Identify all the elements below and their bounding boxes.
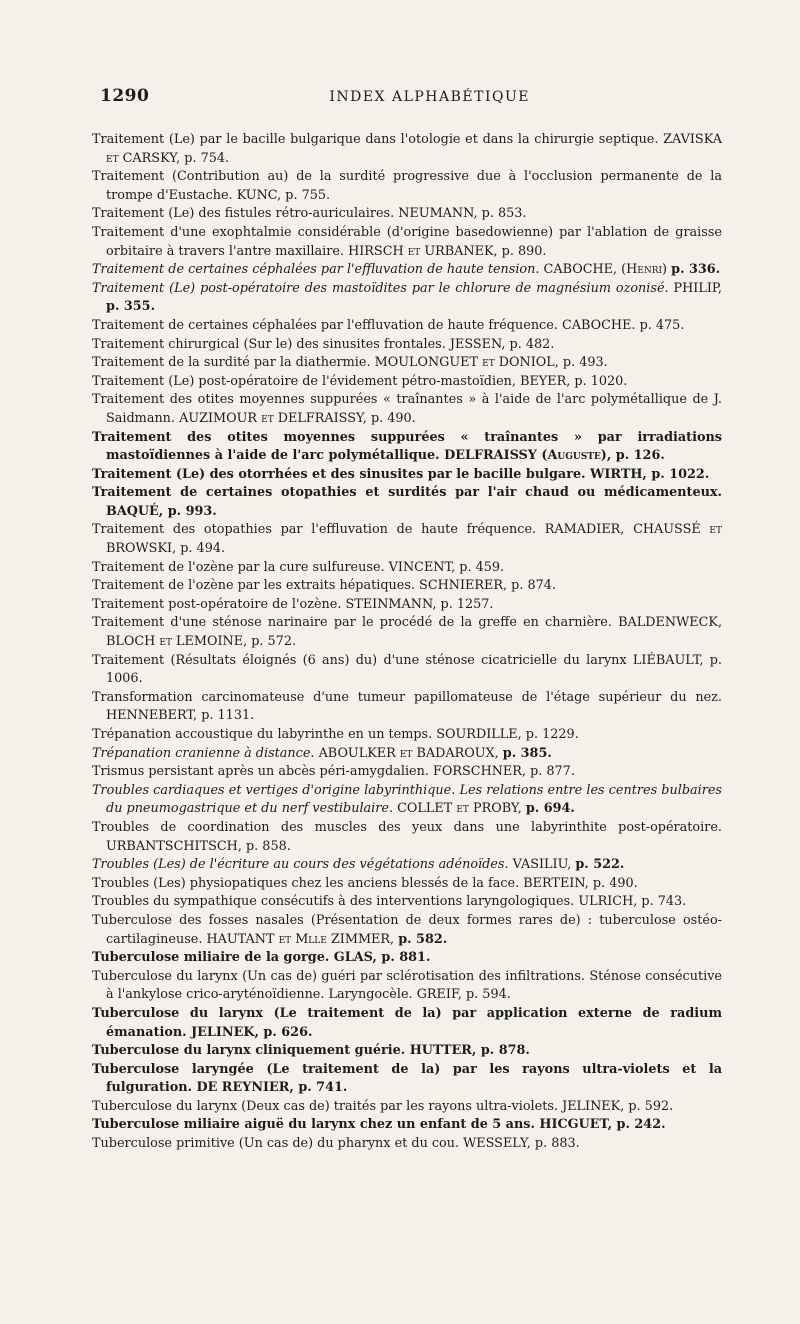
entry-authors: ZAVISKA et CARSKY, [106, 132, 722, 166]
index-entry [92, 949, 722, 968]
entry-title: Troubles (Les) de l'écriture au cours des végétations adénoïdes. [92, 857, 509, 873]
entry-authors: BERTEIN, [523, 875, 589, 891]
entry-page: p. 741. [298, 1080, 348, 1096]
entry-title: Tuberculose miliaire de la gorge. [92, 950, 330, 966]
entry-title: Traitement de l'ozène par les extraits hépatiques. [92, 578, 415, 594]
entry-title: Traitement de certaines céphalées par l'effluvation de haute fréquence. [92, 317, 558, 333]
index-entry [92, 745, 722, 764]
index-entry [92, 1098, 722, 1117]
entry-page: p. 242. [616, 1117, 666, 1133]
index-entry [92, 336, 722, 355]
index-entry [92, 763, 722, 782]
entry-page: p. 877. [530, 764, 575, 780]
entry-title: Tuberculose laryngée (Le traitement de la) par les rayons ultra-violets et la fulguration. [92, 1061, 722, 1096]
entry-authors: WIRTH, [590, 466, 647, 482]
entry-page: p. 1131. [201, 708, 255, 724]
entry-page: p. 694. [525, 801, 575, 817]
entry-title: Troubles (Les) physiopatiques chez les anciens blessés de la face. [92, 875, 520, 891]
entry-authors: HICGUET, [539, 1117, 613, 1133]
entry-authors: COLLET et PROBY, [397, 801, 522, 817]
index-entry [92, 1061, 722, 1098]
entry-page: p. 459. [459, 559, 505, 575]
page-number: 1290 [100, 86, 150, 106]
index-entry [92, 819, 722, 856]
index-entry [92, 391, 722, 428]
entry-page: p. 993. [167, 503, 217, 519]
entry-authors: JESSEN, [449, 336, 506, 352]
entry-page: p. 522. [575, 857, 625, 873]
entry-authors: BAQUÉ, [106, 503, 164, 519]
entry-page: p. 1022. [651, 466, 710, 482]
entry-page: p. 592. [628, 1098, 674, 1114]
entry-title: Traitement des otites moyennes suppurées « traînantes » par irradiations mastoïdiennes à l'aide de l'arc polymétallique. [92, 429, 722, 464]
entry-page: p. 878. [480, 1043, 530, 1059]
index-entry [92, 261, 722, 280]
entry-title: Traitement de la surdité par la diathermie. [92, 355, 371, 371]
entry-authors: HAUTANT et Mlle ZIMMER, [206, 931, 395, 947]
entry-page: p. 754. [184, 150, 230, 166]
entry-page: p. 755. [285, 187, 331, 203]
entry-page: p. 385. [502, 745, 552, 761]
entry-authors: ULRICH, [578, 894, 638, 910]
entry-authors: AUZIMOUR et DELFRAISSY, [179, 410, 367, 426]
entry-authors: SCHNIERER, [419, 578, 508, 594]
index-entry [92, 596, 722, 615]
entry-authors: JELINEK, [191, 1024, 259, 1040]
entry-page: p. 874. [511, 578, 556, 594]
index-entry [92, 1116, 722, 1135]
entry-title: Trépanation cranienne à distance. [92, 745, 315, 761]
entry-title: Traitement d'une sténose narinaire par le procédé de la greffe en charnière. [92, 615, 612, 631]
entry-title: Traitement (Contribution au) de la surdité progressive due à l'occlusion permanente de la trompe d'Eustache. [92, 169, 722, 203]
entry-page: p. 890. [501, 243, 547, 259]
index-entry [92, 912, 722, 949]
index-entry [92, 317, 722, 336]
entry-authors: VASILIU, [512, 857, 572, 873]
entry-authors: BALDENWECK, BLOCH et LEMOINE, [106, 615, 723, 650]
entry-page: p. 858. [245, 838, 291, 854]
index-entry [92, 875, 722, 894]
index-entry [92, 1005, 722, 1042]
entry-title: Traitement d'une exophtalmie considérable (d'origine basedowienne) par l'ablation de graisse orbitaire à travers l'antre maxillaire. [92, 224, 722, 259]
entry-title: Traitement chirurgical (Sur le) des sinusites frontales. [92, 336, 446, 352]
entry-title: Traitement (Le) des otorrhées et des sinusites par le bacille bulgare. [92, 466, 586, 482]
index-entry [92, 224, 722, 261]
index-entry [92, 1042, 722, 1061]
entry-authors: VINCENT, [388, 559, 456, 575]
entry-authors: JELINEK, [562, 1098, 625, 1114]
entry-page: p. 494. [180, 541, 226, 557]
entry-title: Traitement des otopathies par l'effluvation de haute fréquence. [92, 522, 537, 538]
entry-authors: LIÉBAULT, [632, 652, 704, 668]
index-entry [92, 968, 722, 1005]
entry-authors: STEINMANN, [345, 596, 437, 612]
entry-page: p. 743. [641, 894, 687, 910]
entry-title: Tuberculose du larynx (Deux cas de) traités par les rayons ultra-violets. [92, 1098, 558, 1114]
entry-title: Tuberculose primitive (Un cas de) du pharynx et du cou. [92, 1136, 460, 1152]
index-entry [92, 577, 722, 596]
entry-page: p. 572. [251, 634, 297, 650]
entry-page: p. 482. [509, 336, 555, 352]
entry-authors: HUTTER, [409, 1043, 477, 1059]
entry-authors: ABOULKER et BADAROUX, [318, 745, 499, 761]
index-entries [92, 131, 722, 1154]
entry-authors: PHILIP, [673, 280, 722, 296]
index-entry [92, 893, 722, 912]
entry-title: Traitement de certaines otopathies et surdités par l'air chaud ou médicamenteux. [92, 485, 722, 501]
entry-authors: CABOCHE. [561, 317, 636, 333]
entry-title: Tuberculose du larynx (Un cas de) guéri par sclérotisation des infiltrations. Sténose consécutive à l'ankylose crico-aryténoïdienne. Laryngocèle. [92, 968, 722, 1003]
index-entry [92, 782, 722, 819]
index-entry [92, 614, 722, 651]
index-entry [92, 373, 722, 392]
entry-title: Troubles du sympathique consécutifs à des interventions laryngologiques. [92, 894, 575, 910]
index-entry [92, 652, 722, 689]
entry-authors: DE REYNIER, [196, 1080, 294, 1096]
entry-authors: BEYER, [520, 373, 571, 389]
entry-title: Trismus persistant après un abcès péri-amygdalien. [92, 764, 429, 780]
index-entry [92, 689, 722, 726]
index-entry [92, 521, 722, 558]
index-entry [92, 354, 722, 373]
entry-authors: CABOCHE, (Henri) [543, 262, 668, 278]
entry-authors: RAMADIER, CHAUSSÉ et BROWSKI, [106, 522, 722, 557]
index-entry [92, 280, 722, 317]
entry-page: p. 475. [639, 317, 685, 333]
entry-title: Traitement (Résultats éloignés (6 ans) du) d'une sténose cicatricielle du larynx [92, 652, 627, 668]
entry-authors: GLAS, [333, 950, 377, 966]
entry-title: Tuberculose miliaire aiguë du larynx chez un enfant de 5 ans. [92, 1117, 535, 1133]
entry-title: Traitement de l'ozène par la cure sulfureuse. [92, 559, 385, 575]
page-header [100, 86, 720, 106]
entry-page: p. 881. [381, 950, 431, 966]
index-entry [92, 559, 722, 578]
entry-title: Transformation carcinomateuse d'une tumeur papillomateuse de l'étage supérieur du nez. [92, 689, 722, 705]
entry-authors: SOURDILLE, [436, 727, 522, 742]
entry-authors: DELFRAISSY (Auguste), [444, 448, 612, 464]
index-entry [92, 466, 722, 485]
entry-authors: NEUMANN, [398, 206, 478, 222]
index-entry [92, 726, 722, 745]
entry-title: Troubles de coordination des muscles des yeux dans une labyrinthite post-opératoire. [92, 819, 722, 835]
entry-page: p. 355. [106, 299, 156, 315]
entry-title: Traitement de certaines céphalées par l'effluvation de haute tension. [92, 262, 540, 278]
running-title: INDEX ALPHABÉTIQUE [329, 89, 530, 105]
entry-page: p. 490. [370, 410, 416, 426]
entry-title: Tuberculose des fosses nasales (Présentation de deux formes rares de) : tuberculose ostéo-cartilagineuse. [92, 912, 722, 947]
entry-title: Traitement (Le) post-opératoire des mastoïdites par le chlorure de magnésium ozonisé. [92, 280, 669, 296]
entry-authors: URBANTSCHITSCH, [106, 838, 242, 854]
entry-page: p. 1006. [106, 652, 722, 687]
entry-page: p. 1020. [574, 373, 628, 389]
entry-authors: FORSCHNER, [433, 764, 526, 780]
entry-page: p. 490. [592, 875, 638, 891]
index-entry [92, 856, 722, 875]
entry-title: Trépanation accoustique du labyrinthe en un temps. [92, 727, 433, 742]
entry-title: Traitement post-opératoire de l'ozène. [92, 596, 342, 612]
entry-title: Tuberculose du larynx (Le traitement de la) par application externe de radium émanation. [92, 1005, 722, 1040]
entry-authors: HENNEBERT, [106, 708, 198, 724]
entry-title: Traitement (Le) post-opératoire de l'évidement pétro-mastoïdien, [92, 373, 516, 389]
index-entry [92, 429, 722, 466]
index-entry [92, 1135, 722, 1154]
entry-authors: KUNC, [236, 187, 282, 203]
entry-page: p. 626. [263, 1024, 313, 1040]
entry-title: Troubles cardiaques et vertiges d'origine labyrinthique. Les relations entre les centres bulbaires du pneumogastrique et du nerf vestibulaire. [92, 782, 722, 817]
index-entry [92, 205, 722, 224]
entry-title: Traitement (Le) des fistules rétro-auriculaires. [92, 206, 395, 222]
entry-page: p. 336. [671, 262, 721, 278]
entry-page: p. 1257. [440, 596, 494, 612]
entry-page: p. 853. [481, 206, 527, 222]
entry-page: p. 126. [615, 448, 665, 464]
entry-authors: MOULONGUET et DONIOL, [374, 355, 559, 371]
entry-authors: GREIF, [416, 987, 462, 1003]
entry-page: p. 883. [534, 1136, 580, 1152]
entry-page: p. 594. [465, 987, 511, 1003]
entry-page: p. 582. [398, 931, 448, 947]
index-entry [92, 484, 722, 521]
entry-page: p. 1229. [525, 727, 579, 742]
entry-title: Traitement (Le) par le bacille bulgarique dans l'otologie et dans la chirurgie septique. [92, 132, 659, 147]
index-entry [92, 131, 722, 168]
entry-authors: WESSELY, [463, 1136, 531, 1152]
entry-title: Tuberculose du larynx cliniquement guérie. [92, 1043, 406, 1059]
entry-title: Traitement des otites moyennes suppurées « traînantes » à l'aide de l'arc polymétallique de J. Saidmann. [92, 392, 722, 426]
entry-page: p. 493. [562, 355, 608, 371]
entry-authors: HIRSCH et URBANEK, [348, 243, 498, 259]
index-entry [92, 168, 722, 205]
